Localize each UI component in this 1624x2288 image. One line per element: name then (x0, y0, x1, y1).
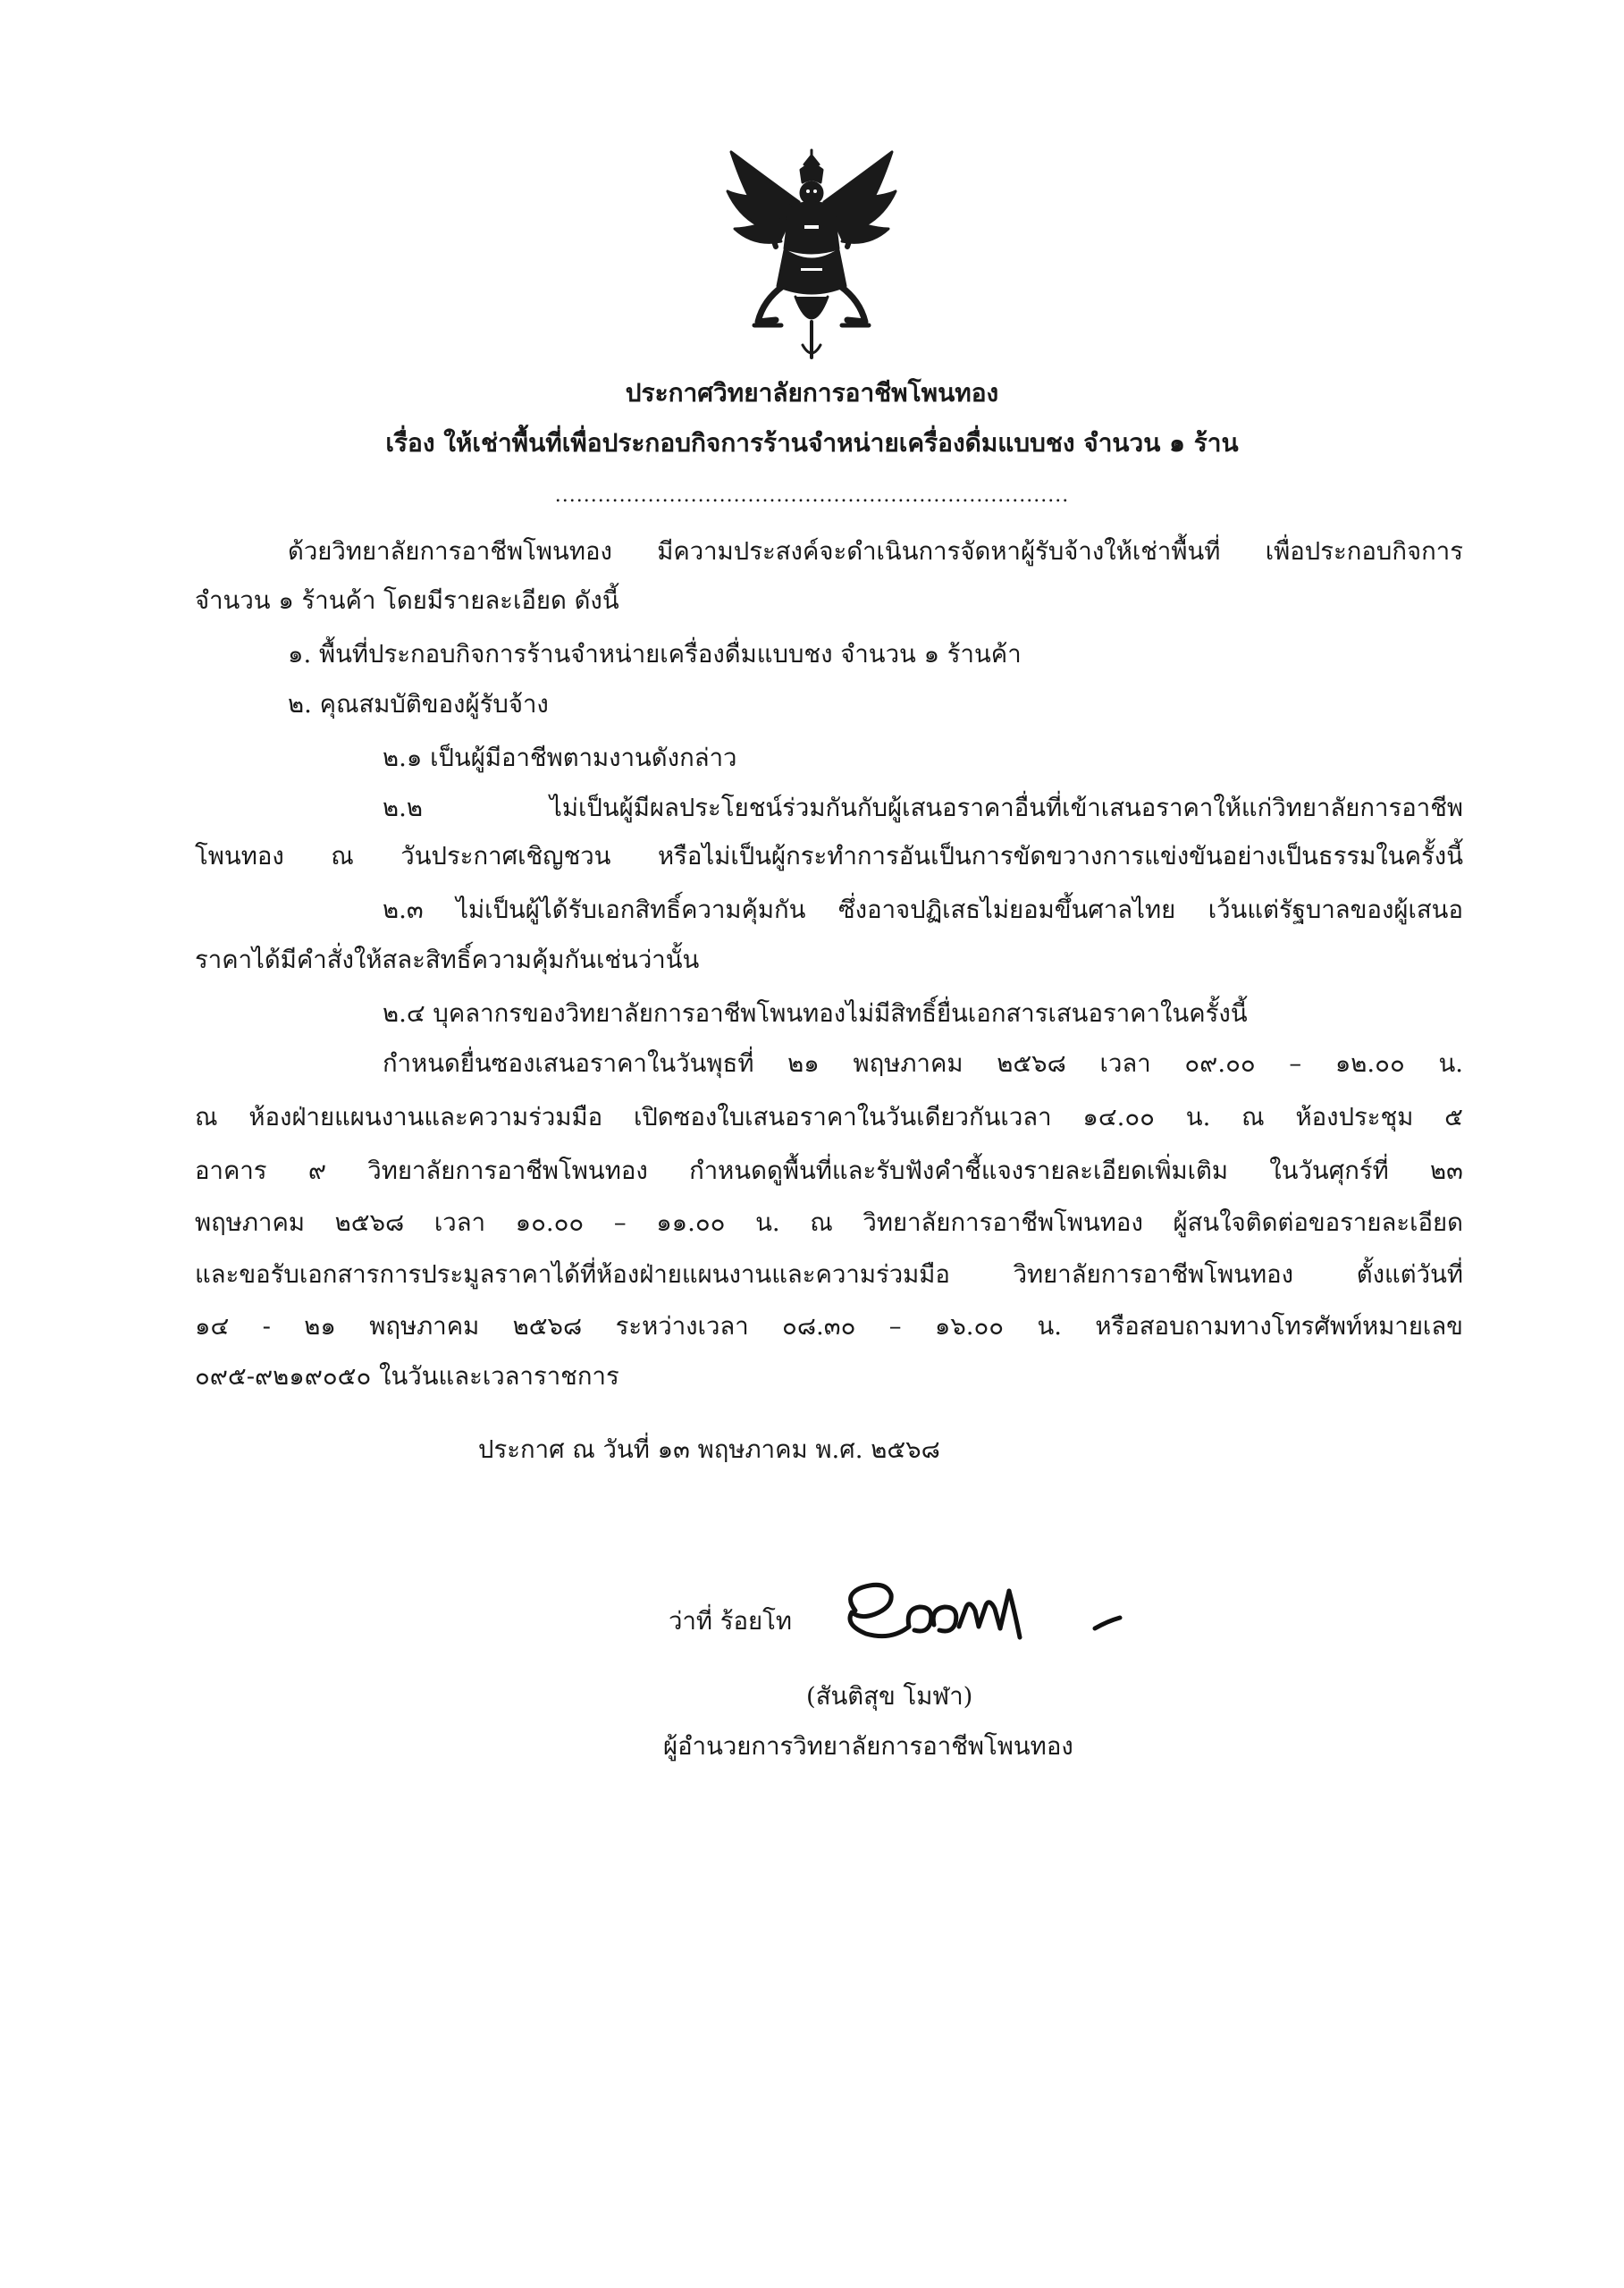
garuda-emblem-icon (722, 143, 901, 362)
list-item: โพนทอง ณ วันประกาศเชิญชวน หรือไม่เป็นผู้กระทำการอันเป็นการขัดขวางการแข่งขันอย่างเป็นธรรมในครั้งนี้ (195, 842, 1463, 871)
announce-date: ประกาศ ณ วันที่ ๑๓ พฤษภาคม พ.ศ. ๒๕๖๘ (478, 1435, 940, 1464)
list-item: ๒. คุณสมบัติของผู้รับจ้าง (288, 690, 549, 719)
signer-rank: ว่าที่ ร้อยโท (669, 1607, 793, 1636)
list-item: ๒.๑ เป็นผู้มีอาชีพตามงานดังกล่าว (383, 744, 737, 772)
list-item: ราคาได้มีคำสั่งให้สละสิทธิ์ความคุ้มกันเช่นว่านั้น (195, 946, 700, 974)
schedule-line: ณ ห้องฝ่ายแผนงานและความร่วมมือ เปิดซองใบเสนอราคาในวันเดียวกันเวลา ๑๔.๐๐ น. ณ ห้องประชุม ๕ (195, 1103, 1463, 1131)
document-subject: เรื่อง ให้เช่าพื้นที่เพื่อประกอบกิจการร้านจำหน่ายเครื่องดื่มแบบชง จำนวน ๑ ร้าน (385, 428, 1239, 458)
intro-line: จำนวน ๑ ร้านค้า โดยมีรายละเอียด ดังนี้ (195, 586, 619, 615)
schedule-line: กำหนดยื่นซองเสนอราคาในวันพุธที่ ๒๑ พฤษภาคม ๒๕๖๘ เวลา ๐๙.๐๐ – ๑๒.๐๐ น. (383, 1049, 1463, 1078)
list-item: ๒.๔ บุคลากรของวิทยาลัยการอาชีพโพนทองไม่มีสิทธิ์ยื่นเอกสารเสนอราคาในครั้งนี้ (383, 999, 1248, 1028)
schedule-line: ๑๔ - ๒๑ พฤษภาคม ๒๕๖๘ ระหว่างเวลา ๐๘.๓๐ – ๑๖.๐๐ น. หรือสอบถามทางโทรศัพท์หมายเลข (195, 1312, 1463, 1341)
divider-line: ........................................................................ (554, 484, 1070, 507)
list-item: ๒.๓ ไม่เป็นผู้ได้รับเอกสิทธิ์ความคุ้มกัน ซึ่งอาจปฏิเสธไม่ยอมขึ้นศาลไทย เว้นแต่รัฐบาลของผู้เสนอ (383, 896, 1463, 924)
list-item: ๑. พื้นที่ประกอบกิจการร้านจำหน่ายเครื่องดื่มแบบชง จำนวน ๑ ร้านค้า (288, 640, 1022, 669)
schedule-line: อาคาร ๙ วิทยาลัยการอาชีพโพนทอง กำหนดดูพื้นที่และรับฟังคำชี้แจงรายละเอียดเพิ่มเติม ในวันศุกร์ที่ ๒๓ (195, 1157, 1463, 1185)
intro-line: ด้วยวิทยาลัยการอาชีพโพนทอง มีความประสงค์จะดำเนินการจัดหาผู้รับจ้างให้เช่าพื้นที่ เพื่อประกอบกิจการ (288, 537, 1463, 566)
list-item: ๒.๒ ไม่เป็นผู้มีผลประโยชน์ร่วมกันกับผู้เสนอราคาอื่นที่เข้าเสนอราคาให้แก่วิทยาลัยการอาชีพ (383, 794, 1463, 822)
schedule-line: และขอรับเอกสารการประมูลราคาได้ที่ห้องฝ่ายแผนงานและความร่วมมือ วิทยาลัยการอาชีพโพนทอง ตั้งแต่วันที่ (195, 1260, 1463, 1289)
document-title: ประกาศวิทยาลัยการอาชีพโพนทอง (625, 378, 999, 408)
schedule-line: ๐๙๕-๙๒๑๙๐๕๐ ในวันและเวลาราชการ (195, 1362, 619, 1391)
handwritten-signature (836, 1575, 1131, 1655)
schedule-line: พฤษภาคม ๒๕๖๘ เวลา ๑๐.๐๐ – ๑๑.๐๐ น. ณ วิทยาลัยการอาชีพโพนทอง ผู้สนใจติดต่อขอรายละเอียด (195, 1208, 1463, 1237)
signer-name: (สันติสุข โมฬา) (806, 1682, 973, 1711)
signer-position: ผู้อำนวยการวิทยาลัยการอาชีพโพนทอง (663, 1732, 1073, 1761)
